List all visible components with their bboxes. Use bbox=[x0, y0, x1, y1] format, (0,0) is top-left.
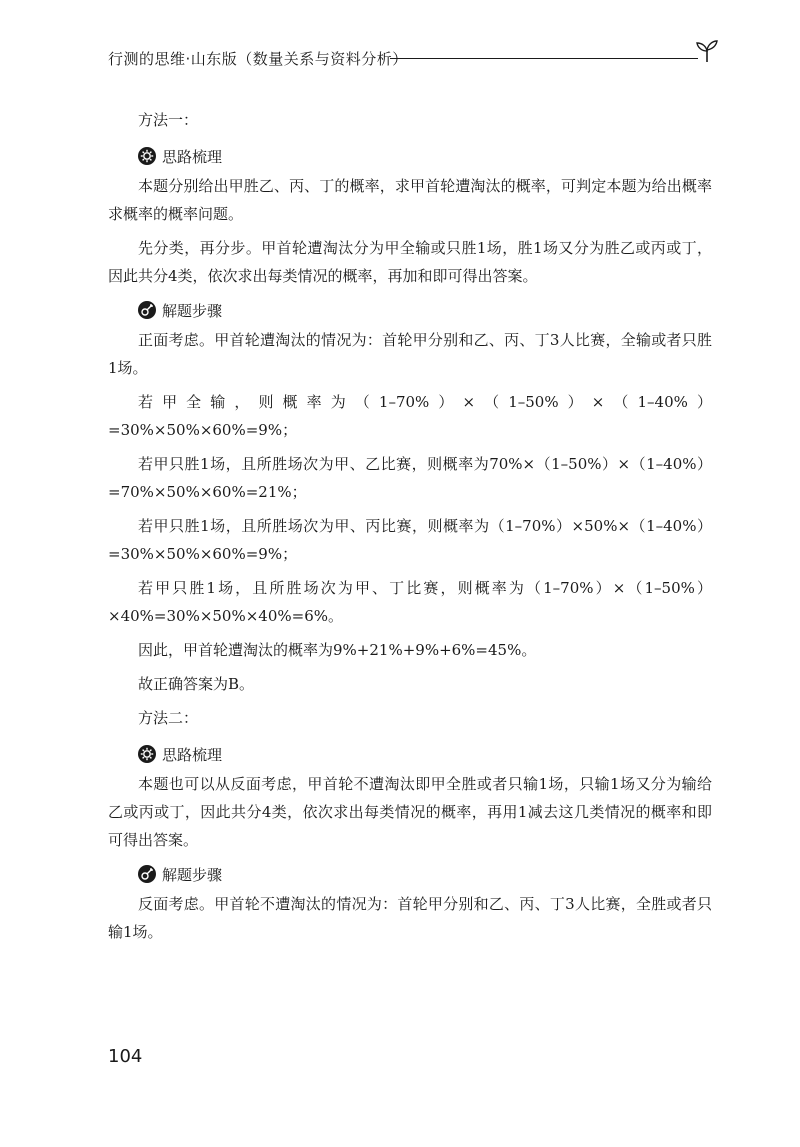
header-title: 行测的思维·山东版（数量关系与资料分析） bbox=[108, 50, 408, 68]
paragraph: 先分类，再分步。甲首轮遭淘汰分为甲全输或只胜1场，胜1场又分为胜乙或丙或丁，因此共分4类，依次求出每类情况的概率，再加和即可得出答案。 bbox=[108, 239, 712, 285]
paragraph: 若甲只胜1场，且所胜场次为甲、乙比赛，则概率为70%×（1–50%）×（1–40%）=70%×50%×60%=21%； bbox=[108, 455, 712, 501]
gear-icon bbox=[138, 147, 156, 165]
section-label: 解题步骤 bbox=[162, 301, 223, 320]
gear-icon bbox=[138, 745, 156, 763]
paragraph: 本题也可以从反面考虑，甲首轮不遭淘汰即甲全胜或者只输1场，只输1场又分为输给乙或丙或丁，因此共分4类，依次求出每类情况的概率，再用1减去这几类情况的概率和即可得出答案。 bbox=[108, 775, 712, 849]
section-label: 解题步骤 bbox=[162, 865, 223, 884]
running-header bbox=[108, 44, 720, 72]
page-body bbox=[108, 106, 712, 946]
page-number: 104 bbox=[108, 1046, 143, 1067]
section-heading bbox=[138, 296, 712, 324]
section-heading bbox=[138, 740, 712, 768]
paragraph: 若甲只胜1场，且所胜场次为甲、丙比赛，则概率为（1–70%）×50%×（1–40%）=30%×50%×60%=9%； bbox=[108, 517, 712, 563]
paragraph: 若甲全输，则概率为（1–70%）×（1–50%）×（1–40%）=30%×50%×60%=9%； bbox=[108, 393, 712, 439]
paragraph: 若甲只胜1场，且所胜场次为甲、丁比赛，则概率为（1–70%）×（1–50%）×40%=30%×50%×40%=6%。 bbox=[108, 579, 712, 625]
method-heading: 方法二： bbox=[138, 709, 199, 727]
paragraph: 反面考虑。甲首轮不遭淘汰的情况为：首轮甲分别和乙、丙、丁3人比赛，全胜或者只输1场。 bbox=[108, 895, 712, 941]
paragraph: 正面考虑。甲首轮遭淘汰的情况为：首轮甲分别和乙、丙、丁3人比赛，全输或者只胜1场。 bbox=[108, 331, 712, 377]
method-heading: 方法一： bbox=[138, 111, 199, 129]
section-label: 思路梳理 bbox=[162, 745, 223, 764]
paragraph: 本题分别给出甲胜乙、丙、丁的概率，求甲首轮遭淘汰的概率，可判定本题为给出概率求概率的概率问题。 bbox=[108, 177, 712, 223]
section-label: 思路梳理 bbox=[162, 147, 223, 166]
key-icon bbox=[138, 865, 156, 883]
sprout-icon bbox=[694, 38, 720, 64]
key-icon bbox=[138, 301, 156, 319]
section-heading bbox=[138, 860, 712, 888]
paragraph: 因此，甲首轮遭淘汰的概率为9%+21%+9%+6%=45%。 bbox=[138, 641, 537, 659]
header-rule bbox=[390, 58, 698, 59]
paragraph: 故正确答案为B。 bbox=[138, 675, 255, 693]
section-heading bbox=[138, 142, 712, 170]
